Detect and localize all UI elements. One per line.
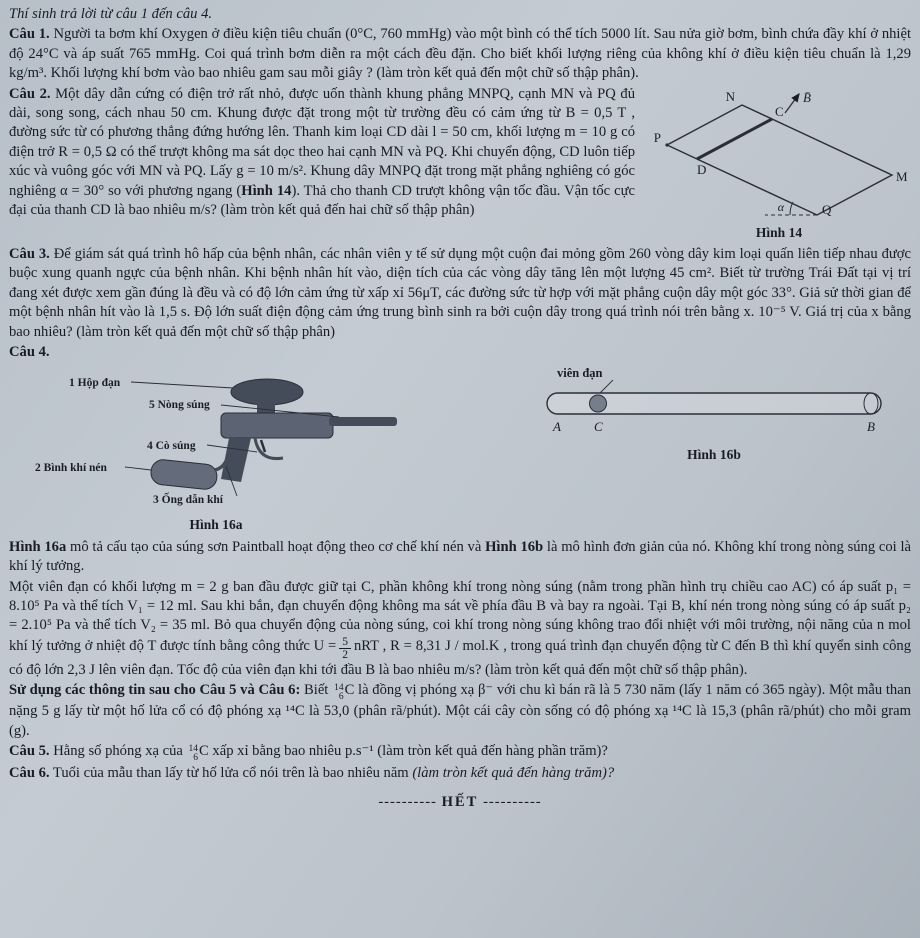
gun-body [221, 413, 333, 438]
mass-number: 14 [334, 683, 344, 694]
fig16b-ref: Hình 16b [485, 538, 544, 555]
fig16-intro-text-1: mô tả cấu tạo của súng sơn Paintball hoạt động theo cơ chế khí nén và [66, 538, 486, 555]
question-6-text-1: Tuổi của mẫu than lấy từ hố lửa cổ nói trên là bao nhiêu năm [49, 765, 413, 782]
label-barrel: 5 Nòng súng [149, 399, 210, 412]
barrel-model-diagram [541, 366, 887, 438]
label-bullet: viên đạn [557, 366, 603, 381]
question-2-label: Câu 2. [9, 85, 51, 102]
mass-number: 14 [188, 744, 199, 755]
question-6-label: Câu 6. [9, 765, 50, 782]
info-block-text-2: là đồng vị phóng xạ β⁻ với chu kì bán rã là 5 730 năm (lấy 1 năm có 365 ngày). Một mẫu than nặng 5 g lấy từ một hố lửa cổ có độ phóng xạ ¹⁴C là 53,0 (phân rã/phút). Một cái cây còn sống có độ phóng xạ ¹⁴C là 15,3 (phân rã/phút) cho mỗi gram (g). [9, 682, 911, 739]
end-dash-right: ---------- [483, 793, 542, 810]
bullet-ball [590, 395, 607, 412]
label-point-b: B [867, 419, 875, 435]
exam-instruction: Thí sinh trả lời từ câu 1 đến câu 4. [9, 6, 213, 22]
question-3-text: Để giám sát quá trình hô hấp của bệnh nhân, các nhân viên y tế sử dụng một cuộn đai mỏng gồm 260 vòng dây kim loại quấn liên tiếp nhau được buộc xung quanh ngực của bệnh nhân. Khi bệnh nhân hít vào, diện tích của các vòng dây tăng lên một lượng 45 cm². Biết từ trường Trái Đất tại vị trí đang xét được xem gần đúng là đều và có độ lớn cảm ứng từ xấp xỉ 56μT, các đường sức từ hợp với mặt phẳng cuộn dây một góc 33°. Giả sử thời gian để một bệnh nhân hít vào là 1,5 s. Độ lớn suất điện động cảm ứng trung bình sinh ra bởi cuộn dây trong quá trình nói trên bằng x. 10⁻⁵ V. Giá trị của x bằng bao nhiêu? (làm tròn kết quả đến một chữ số thập phân) [9, 245, 911, 340]
angle-arc [790, 202, 793, 215]
fraction-denominator: 2 [342, 648, 348, 661]
info-block-text-1: Biết [300, 682, 333, 699]
label-alpha: α [777, 199, 784, 214]
question-4-text-2: nRT , R = 8,31 J / mol.K , trong quá trình đạn chuyển động từ C đến B thì khí quyển sinh công có độ lớn 2,3 J lên viên đạn. Tốc độ của viên đạn khi tới đầu B là bao nhiêu m/s? [9, 637, 911, 678]
figure-16b-caption: Hình 16b [687, 446, 741, 462]
question-2-figure-ref: Hình 14 [241, 182, 292, 199]
paintball-gun-diagram [29, 366, 403, 508]
label-point-c: C [594, 419, 603, 435]
label-gas-line: 3 Ống dẫn khí [153, 494, 223, 507]
fig16a-ref: Hình 16a [9, 538, 67, 555]
label-q: Q [822, 201, 832, 217]
question-1-label: Câu 1. [9, 26, 50, 43]
question-2 [9, 85, 911, 244]
label-d: D [697, 161, 707, 177]
figure-16b [541, 366, 887, 463]
figure-14-caption: Hình 14 [755, 225, 803, 241]
leader-tank [125, 467, 151, 470]
vector-b-arrow [785, 94, 799, 113]
question-5-text-1: Hằng số phóng xạ của [49, 743, 187, 760]
element-symbol: C [344, 682, 355, 699]
question-4-text-3: (làm tròn kết quả đến một chữ số thập phân). [485, 661, 748, 678]
label-c: C [775, 103, 784, 119]
carbon-14-nuclide [334, 684, 344, 702]
element-symbol: C [199, 743, 209, 760]
label-trigger: 4 Cò súng [147, 440, 196, 453]
exam-page [9, 5, 911, 812]
question-1 [9, 25, 911, 83]
carbon-14-nuclide [189, 745, 199, 763]
question-4-text-1: Một viên đạn có khối lượng m = 2 g ban đầu được giữ tại C, phần không khí trong nòng súng (nằm trong phần hình trụ chiều cao AC) có áp suất p₁ = 8.10⁵ Pa và thể tích V₁ = 12 ml. Sau khi bắn, đạn chuyển động không ma sát về phía đầu B và bay ra ngoài. Tại B, khí nén trong nòng súng có áp suất p₂ = 2.10⁵ Pa và thể tích V₂ = 35 ml. Bỏ qua chuyển động của nòng súng, coi khí trong nòng súng không trao đổi nhiệt với môi trường, nội năng của n mol khí lý tưởng ở nhiệt độ T được tính bằng công thức U = [9, 578, 911, 654]
info-block-label: Sử dụng các thông tin sau cho Câu 5 và Câu 6: [9, 682, 301, 699]
atomic-number: 6 [338, 692, 344, 703]
fig16-intro-text-2: là mô hình đơn giản của nó. Không khí trong nòng súng coi là khí lý tưởng. [9, 538, 912, 575]
question-3 [9, 245, 911, 342]
label-b-vector: B̄ [803, 89, 811, 105]
gun-barrel [329, 417, 397, 426]
point-p-dot [665, 143, 668, 146]
question-5-label: Câu 5. [9, 743, 50, 760]
question-3-label: Câu 3. [9, 245, 50, 262]
end-dash-left: ---------- [378, 793, 437, 810]
inclined-plane-diagram [647, 87, 911, 217]
paragraph-fig16-intro [9, 538, 911, 577]
question-5 [9, 742, 911, 763]
label-m: M [896, 168, 908, 184]
figure-14 [647, 87, 911, 242]
question-2-text-2: ). Thả cho thanh CD trượt không vận tốc đầu. Vận tốc cực đại của thanh CD là bao nhiêu m/s? (làm tròn kết quả đến hai chữ số thập phân) [9, 182, 635, 219]
figure-16a [29, 366, 403, 533]
leader-bullet [600, 380, 613, 393]
question-4-label: Câu 4. [9, 344, 50, 361]
question-5-text-2: xấp xỉ bằng bao nhiêu p.s⁻¹ (làm tròn kết quả đến hàng phần trăm)? [208, 743, 608, 760]
question-2-text-1: Một dây dẫn cứng có điện trở rất nhỏ, được uốn thành khung phẳng MNPQ, cạnh MN và PQ đủ dài, song song, cách nhau 50 cm. Khung được đặt trong một từ trường đều có cảm ứng từ B = 0,5 T , đường sức từ có phương thẳng đứng hướng lên. Thanh kim loại CD dài l = 50 cm, khối lượng m = 10 g có điện trở R = 0,5 Ω có thể trượt không ma sát dọc theo hai cạnh MN và PQ. Khi chuyển động, CD luôn tiếp xúc và vuông góc với MN và PQ. Lấy g = 10 m/s². Khung dây MNPQ đặt trong mặt phẳng nghiêng có góc nghiêng α = 30° so với phương ngang ( [9, 85, 636, 199]
fraction-numerator: 5 [339, 636, 351, 649]
end-word: HẾT [441, 793, 479, 810]
leader-hopper [131, 382, 233, 388]
label-n: N [725, 88, 735, 104]
info-block-q5-q6 [9, 681, 911, 741]
label-tank: 2 Bình khí nén [35, 462, 107, 475]
atomic-number: 6 [193, 753, 199, 764]
gun-air-tank [150, 459, 218, 491]
question-1-text: Người ta bơm khí Oxygen ở điều kiện tiêu chuẩn (0°C, 760 mmHg) vào một bình có thể tích 5000 lít. Sau nửa giờ bơm, bình chứa đầy khí ở nhiệt độ 24°C và áp suất 765 mmHg. Coi quá trình bơm diễn ra một cách đều đặn. Cho biết khối lượng riêng của không khí ở điều kiện tiêu chuẩn là 1,29 kg/m³. Khối lượng khí bơm vào bao nhiêu gam sau mỗi giây ? (làm tròn kết quả đến một chữ số thập phân). [9, 26, 912, 82]
gun-trigger-guard [255, 438, 283, 459]
gun-trigger [261, 440, 265, 452]
rod-cd [697, 119, 772, 159]
question-4-body [9, 578, 911, 681]
figure-16a-caption: Hình 16a [189, 516, 243, 532]
question-4 [9, 343, 911, 362]
fraction-five-halves [339, 636, 351, 661]
label-p: P [653, 129, 661, 145]
gun-hopper [231, 379, 303, 405]
figures-row [9, 363, 911, 537]
label-hopper: 1 Hộp đạn [69, 377, 121, 390]
frame-mnpq [667, 105, 892, 215]
question-6 [9, 764, 911, 783]
question-6-text-2: (làm tròn kết quả đến hàng trăm)? [412, 765, 615, 782]
end-marker [9, 793, 911, 812]
label-point-a: A [553, 419, 561, 435]
